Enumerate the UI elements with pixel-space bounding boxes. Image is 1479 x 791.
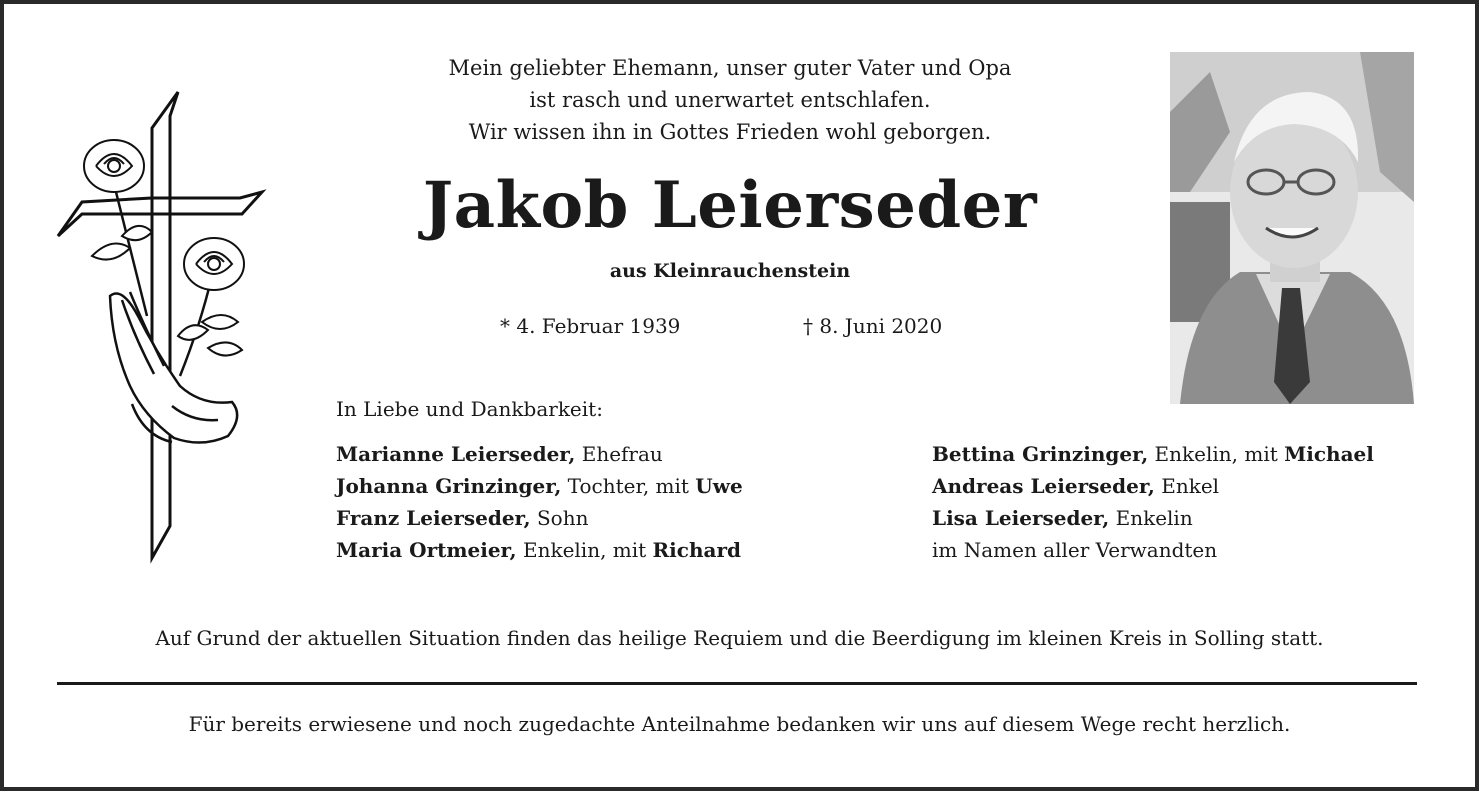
mourner-entry [932,502,1374,534]
mourner-relation: Ehefrau [575,442,663,466]
mourner-name: Marianne Leierseder, [336,442,576,466]
mourner-partner: Michael [1284,442,1374,466]
mourner-name: Franz Leierseder, [336,506,531,530]
intro-verse [330,52,1130,148]
mourner-entry [336,470,743,502]
mourner-relation: im Namen aller Verwandten [932,538,1218,562]
mourner-relation: Enkelin, mit [516,538,653,562]
birth-date: * 4. Februar 1939 [500,314,681,338]
mourners-list-right [932,438,1374,566]
mourner-partner: Uwe [695,474,743,498]
rose-icon [84,140,144,192]
death-date: † 8. Juni 2020 [803,314,943,338]
thanks-intro: In Liebe und Dankbarkeit: [336,397,603,421]
mourner-relation: Enkel [1154,474,1220,498]
mourner-relation: Enkelin, mit [1148,442,1285,466]
mourner-relation: Sohn [530,506,589,530]
mourner-name: Andreas Leierseder, [932,474,1155,498]
intro-line: ist rasch und unerwartet entschlafen. [529,88,931,112]
mourner-relation: Tochter, mit [561,474,696,498]
mourner-entry [336,534,743,566]
divider [57,682,1417,685]
cross-with-roses-icon [52,86,268,564]
deceased-origin: aus Kleinrauchenstein [609,260,851,282]
mourners-list-left [336,438,743,566]
mourner-entry [336,502,743,534]
mourner-partner: Richard [652,538,741,562]
mourner-entry [932,534,1374,566]
mourner-name: Maria Ortmeier, [336,538,517,562]
mourner-entry [932,470,1374,502]
mourner-relation: Enkelin [1109,506,1193,530]
mourner-entry [932,438,1374,470]
deceased-name: Jakob Leierseder [422,168,1038,243]
intro-line: Wir wissen ihn in Gottes Frieden wohl geborgen. [468,120,992,144]
portrait-photo [1170,52,1414,404]
funeral-notice: Auf Grund der aktuellen Situation finden das heilige Requiem und die Beerdigung im kleinen Kreis in Solling statt. [155,626,1324,650]
closing-thanks: Für bereits erwiesene und noch zugedachte Anteilnahme bedanken wir uns auf diesem Wege recht herzlich. [188,712,1291,736]
intro-line: Mein geliebter Ehemann, unser guter Vater und Opa [448,56,1012,80]
mourner-entry [336,438,743,470]
mourner-name: Lisa Leierseder, [932,506,1110,530]
mourner-name: Bettina Grinzinger, [932,442,1149,466]
mourner-name: Johanna Grinzinger, [336,474,562,498]
